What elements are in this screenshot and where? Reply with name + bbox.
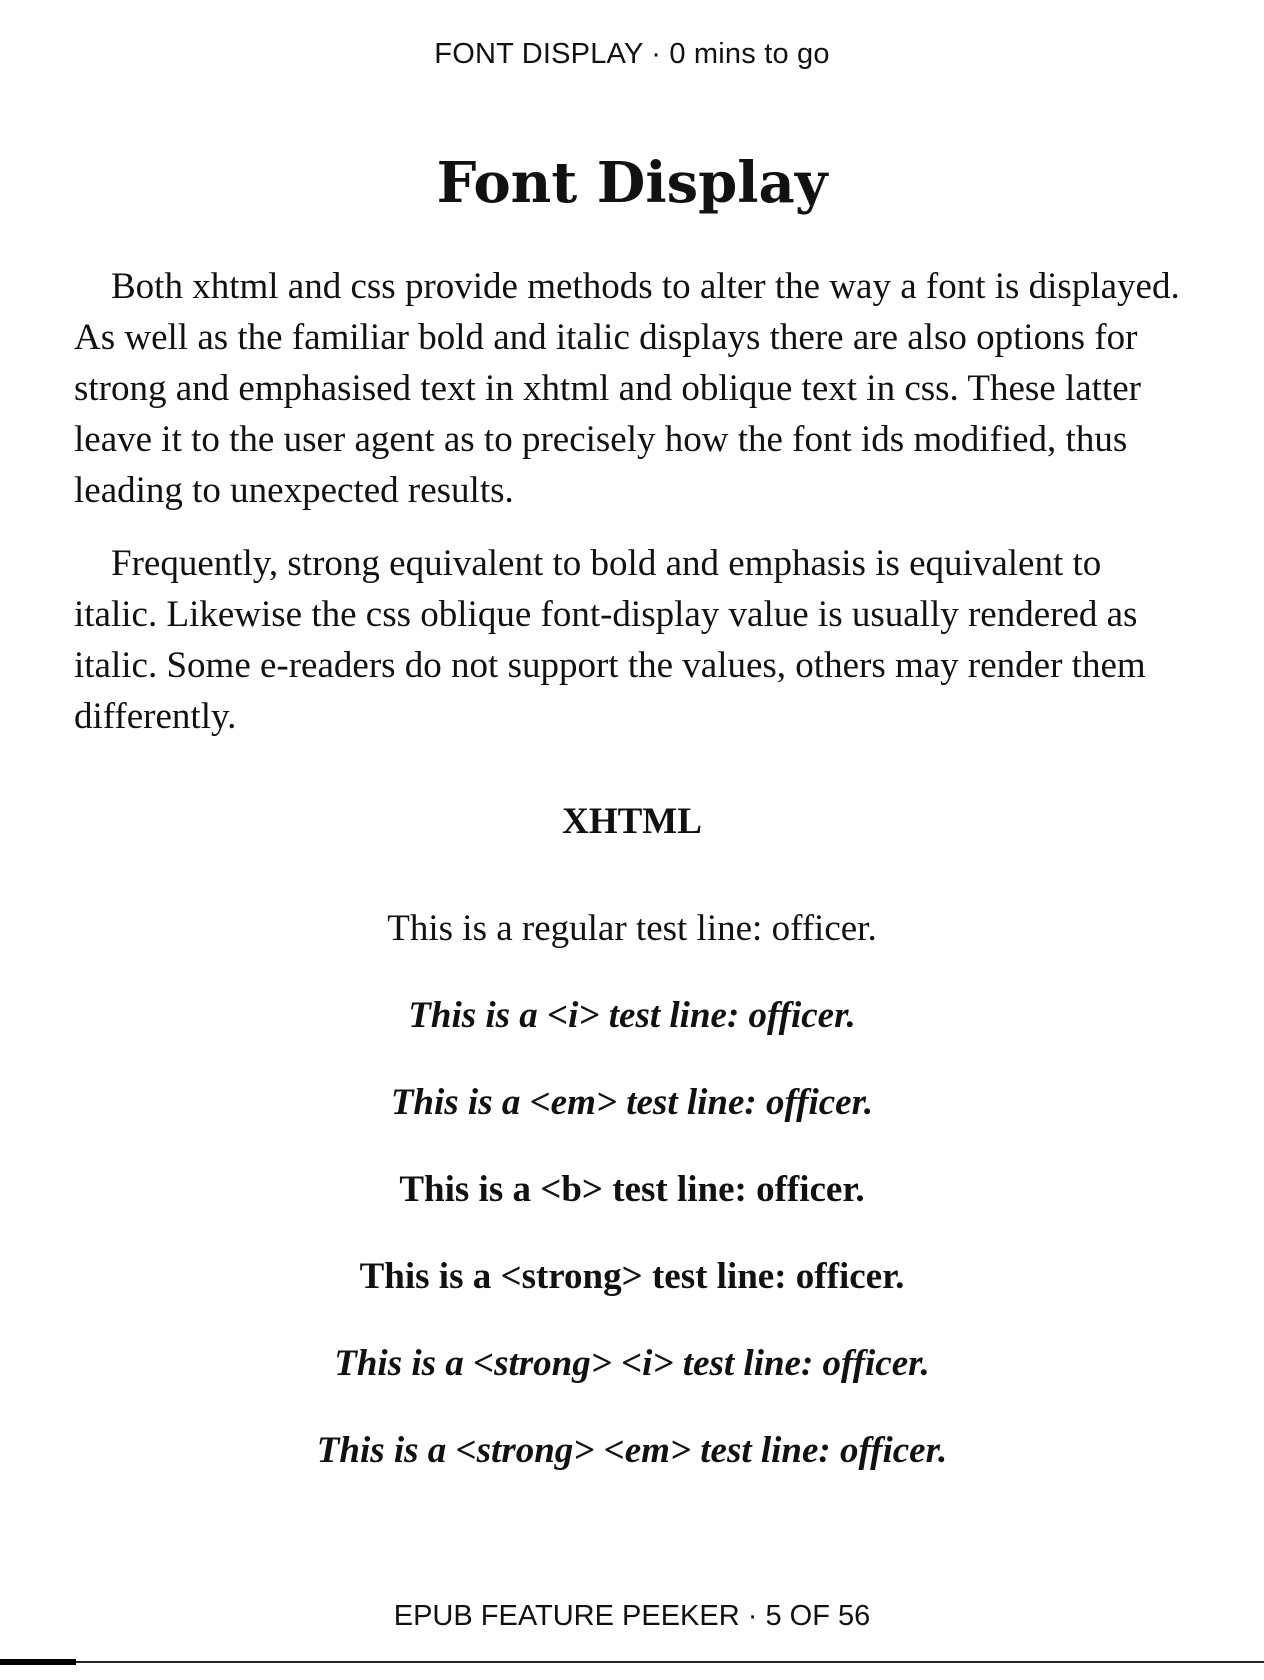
section-heading-xhtml: XHTML <box>562 801 702 843</box>
chapter-title: Font Display <box>436 150 828 216</box>
test-line-regular: This is a regular test line: officer. <box>387 907 877 949</box>
test-line-strong-em: This is a <strong> <em> test line: officer. <box>316 1429 948 1471</box>
paragraph-intro: Both xhtml and css provide methods to alter the way a font is displayed. As well as the familiar bold and italic displays there are also options for strong and emphasised text in xhtml and oblique text in css. These latter leave it to the user agent as to precisely how the font ids modified, thus leading to unexpected results. <box>74 266 1180 512</box>
running-footer: EPUB FEATURE PEEKER · 5 OF 56 <box>393 1600 871 1632</box>
reading-progress-bar <box>0 1661 1264 1663</box>
page-content <box>74 150 1190 1494</box>
test-line-i: This is a <i> test line: officer. <box>408 994 856 1036</box>
test-line-em: This is a <em> test line: officer. <box>390 1081 874 1123</box>
test-line-strong: This is a <strong> test line: officer. <box>359 1255 905 1297</box>
test-line-b: This is a <b> test line: officer. <box>399 1168 865 1210</box>
test-line-strong-i: This is a <strong> <i> test line: officer. <box>334 1342 930 1384</box>
running-header: FONT DISPLAY · 0 mins to go <box>434 38 830 70</box>
paragraph-equivalence: Frequently, strong equivalent to bold and emphasis is equivalent to italic. Likewise the css oblique font-display value is usually rendered as italic. Some e-readers do not support the values, others may render them differently. <box>74 543 1146 738</box>
reading-progress-fill <box>0 1659 76 1665</box>
